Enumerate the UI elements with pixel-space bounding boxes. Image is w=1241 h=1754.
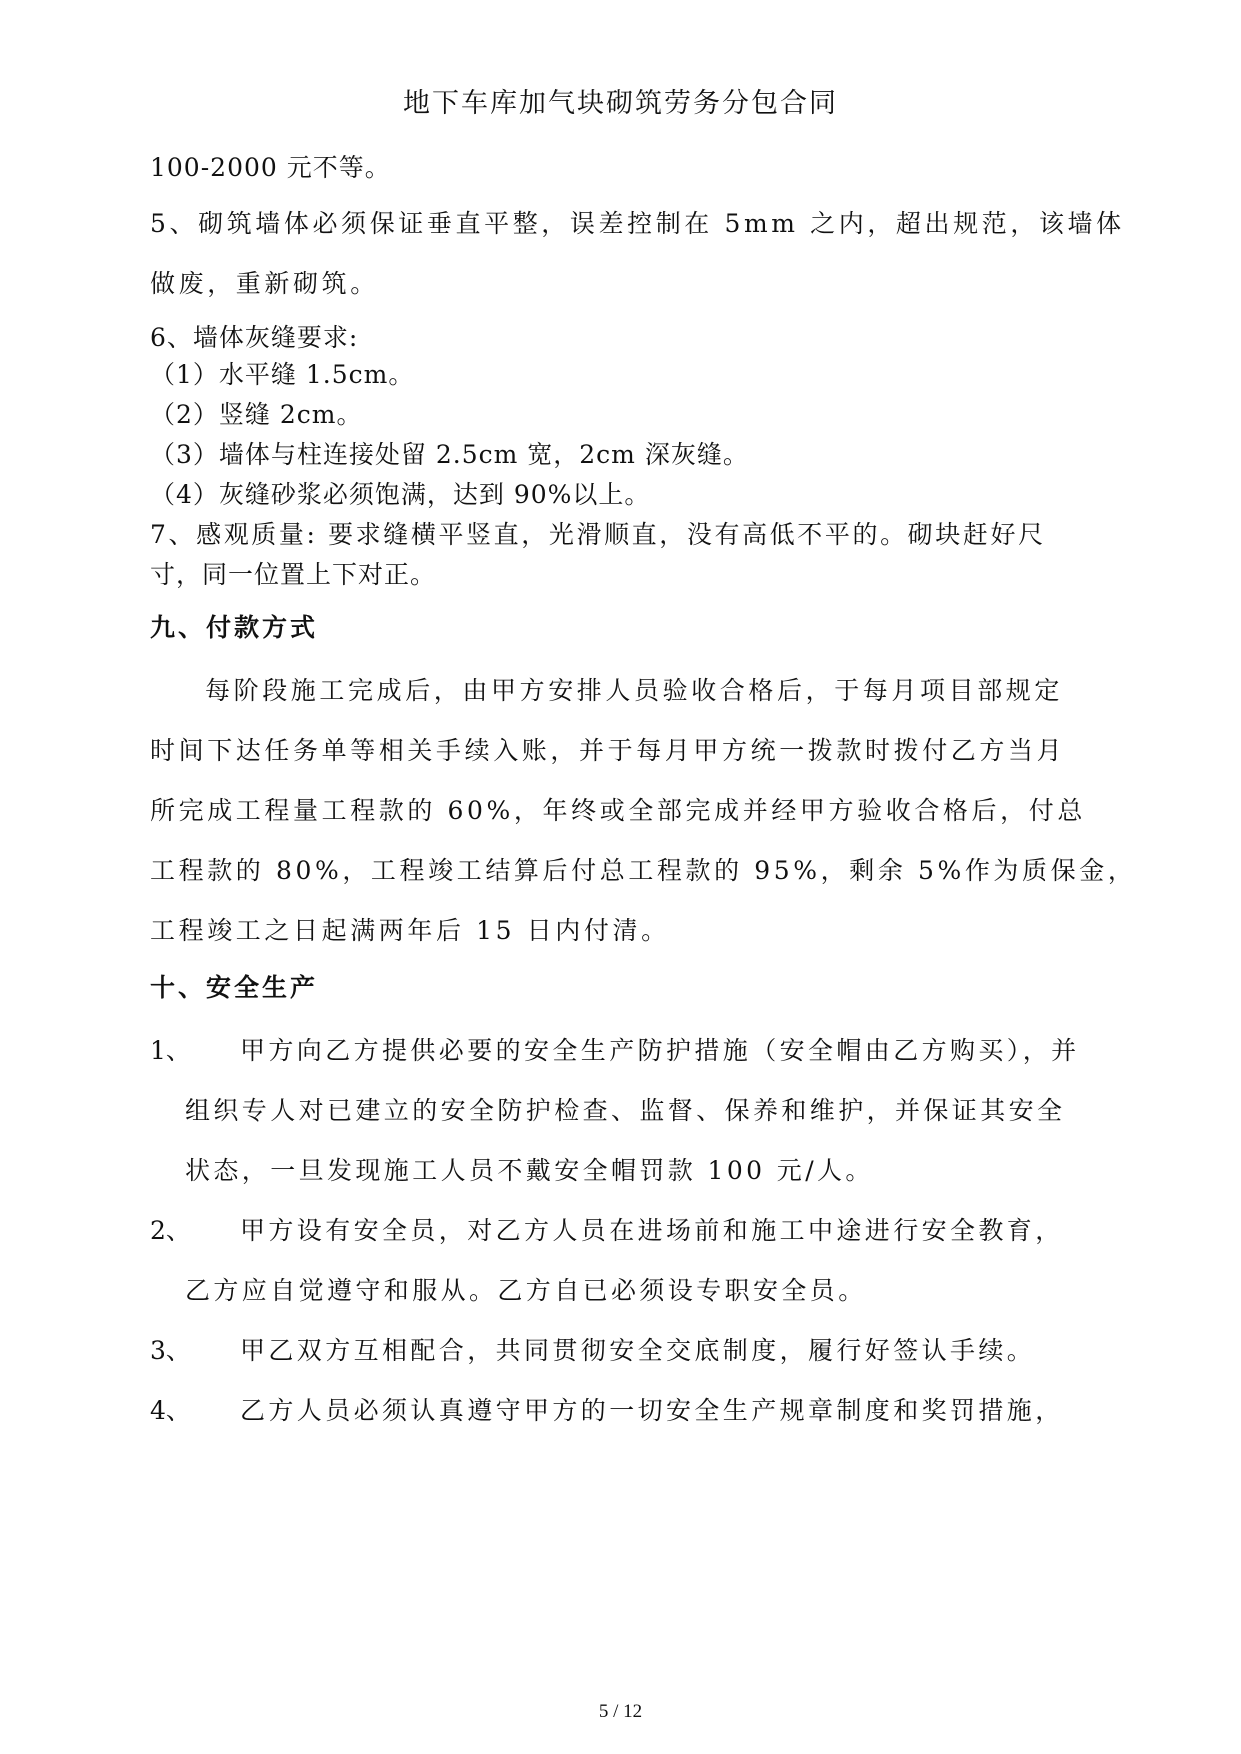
text-line: （2）竖缝 2cm。 (150, 400, 363, 429)
text-line: 7、感观质量: 要求缝横平竖直，光滑顺直，没有高低不平的。砌块赶好尺 (150, 520, 1046, 549)
item-number: 1、 (150, 1036, 191, 1065)
item-line: 状态，一旦发现施工人员不戴安全帽罚款 100 元/人。 (185, 1156, 874, 1185)
item-number: 4、 (150, 1396, 191, 1425)
section-heading-payment: 九、付款方式 (150, 613, 319, 642)
section-heading-safety: 十、安全生产 (150, 973, 319, 1002)
item-number: 3、 (150, 1336, 191, 1365)
item-line: 甲方设有安全员，对乙方人员在进场前和施工中途进行安全教育， (240, 1216, 1064, 1245)
item-line: 乙方应自觉遵守和服从。乙方自已必须设专职安全员。 (185, 1276, 867, 1305)
payment-paragraph-line: 工程款的 80%，工程竣工结算后付总工程款的 95%，剩余 5%作为质保金， (150, 856, 1137, 885)
text-line: 100-2000 元不等。 (150, 153, 391, 182)
item-line: 乙方人员必须认真遵守甲方的一切安全生产规章制度和奖罚措施， (240, 1396, 1064, 1425)
item-number: 2、 (150, 1216, 191, 1245)
text-line: （4）灰缝砂浆必须饱满，达到 90%以上。 (150, 480, 651, 509)
page-number: 5 / 12 (598, 1701, 643, 1722)
document-header-title: 地下车库加气块砌筑劳务分包合同 (403, 88, 838, 119)
text-line: （1）水平缝 1.5cm。 (150, 360, 415, 389)
text-line: 寸，同一位置上下对正。 (150, 560, 437, 589)
payment-paragraph-line: 时间下达任务单等相关手续入账，并于每月甲方统一拨款时拨付乙方当月 (150, 736, 1066, 765)
text-line: （3）墙体与柱连接处留 2.5cm 宽，2cm 深灰缝。 (150, 440, 749, 469)
text-line: 5、砌筑墙体必须保证垂直平整，误差控制在 5mm 之内，超出规范，该墙体 (150, 209, 1125, 238)
text-line: 6、墙体灰缝要求: (150, 323, 359, 352)
text-line: 做废，重新砌筑。 (150, 269, 379, 298)
item-line: 甲方向乙方提供必要的安全生产防护措施（安全帽由乙方购买），并 (240, 1036, 1080, 1065)
item-line: 组织专人对已建立的安全防护检查、监督、保养和维护，并保证其安全 (185, 1096, 1066, 1125)
payment-paragraph-line: 所完成工程量工程款的 60%，年终或全部完成并经甲方验收合格后，付总 (150, 796, 1086, 825)
item-line: 甲乙双方互相配合，共同贯彻安全交底制度，履行好签认手续。 (240, 1336, 1036, 1365)
payment-paragraph-line: 每阶段施工完成后，由甲方安排人员验收合格后，于每月项目部规定 (205, 676, 1064, 705)
payment-paragraph-line: 工程竣工之日起满两年后 15 日内付清。 (150, 916, 670, 945)
